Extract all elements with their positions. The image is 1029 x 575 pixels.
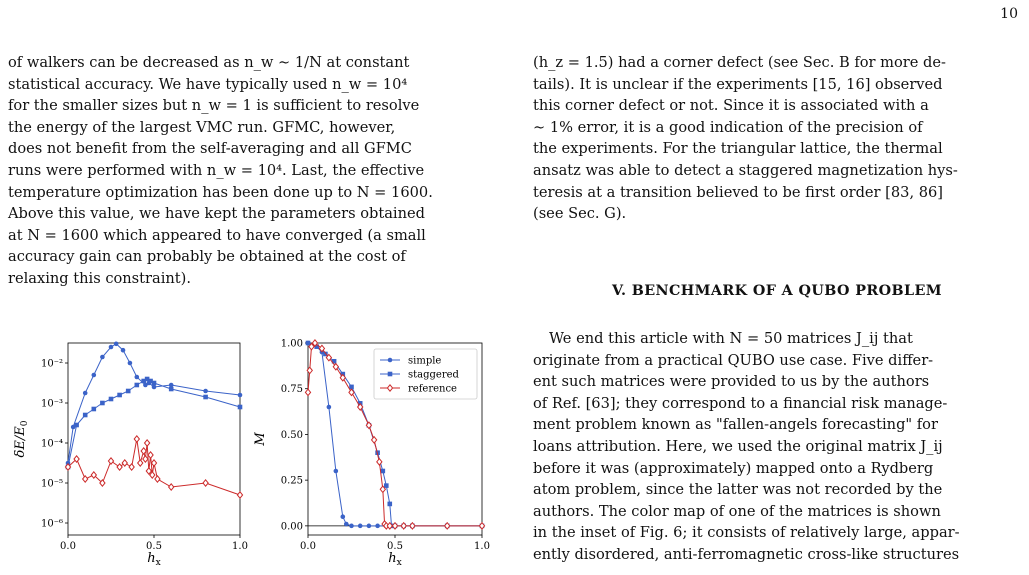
x-axis-label: $h_x$ [388, 551, 402, 568]
data-point [83, 391, 88, 396]
text-line: temperature optimization has been done up to N = 1600. [8, 183, 433, 201]
data-point [344, 522, 349, 527]
text-line: (h_z = 1.5) had a corner defect (see Sec. B for more de- [533, 54, 946, 71]
text-line: relaxing this constraint). [8, 269, 191, 287]
right-column-text-top [533, 52, 1021, 225]
x-tick-label: 0.0 [60, 541, 76, 552]
series-staggered [66, 377, 243, 470]
data-point [122, 460, 127, 466]
text-line: accuracy gain can probably be obtained at the cost of [8, 248, 406, 266]
data-point [341, 514, 346, 519]
y-tick-label: 0.75 [280, 384, 303, 396]
text-line: of Ref. [63]; they correspond to a financial risk manage- [533, 394, 948, 412]
text-line: We end this article with N = 50 matrices J_ij that [549, 330, 913, 347]
data-point [128, 361, 133, 366]
left-column-text [8, 52, 495, 290]
y-tick-label: 10⁻⁶ [40, 518, 63, 530]
data-point [238, 393, 243, 398]
data-point [148, 452, 153, 458]
series-simple [66, 342, 243, 466]
data-point [74, 423, 79, 428]
data-point [109, 397, 114, 402]
data-point [138, 460, 143, 466]
x-tick-label: 0.0 [300, 541, 316, 552]
data-point [109, 345, 114, 350]
y-tick-label: 10⁻³ [40, 398, 63, 410]
text-line: authors. The color map of one of the matrices is shown [533, 502, 941, 520]
data-point [100, 355, 105, 360]
legend-label: simple [408, 355, 442, 367]
panel-magnetization [253, 339, 490, 569]
data-point [387, 502, 392, 507]
text-line: runs were performed with n_w = 10⁴. Last, the effective [8, 161, 425, 179]
series-reference [65, 436, 242, 498]
data-point [145, 440, 150, 446]
legend-label: staggered [408, 369, 459, 381]
x-tick-label: 0.5 [387, 541, 403, 552]
data-point [155, 476, 160, 482]
data-point [92, 373, 97, 378]
data-point [169, 484, 174, 490]
data-point [327, 405, 332, 410]
text-line: tails). It is unclear if the experiments [15, 16] observed [533, 75, 943, 93]
section-heading: V. BENCHMARK OF A QUBO PROBLEM [612, 283, 942, 299]
y-tick-label: 0.50 [280, 429, 303, 441]
legend [374, 349, 477, 399]
text-line: the experiments. For the triangular lattice, the thermal [533, 140, 943, 158]
data-point [358, 524, 363, 529]
y-tick-label: 0.25 [280, 475, 303, 487]
text-line: for the smaller sizes but n_w = 1 is sufficient to resolve [8, 97, 420, 115]
data-point [349, 524, 354, 529]
data-point [238, 405, 243, 410]
y-tick-label: 0.00 [280, 521, 303, 533]
x-tick-label: 1.0 [232, 541, 248, 552]
data-point [83, 476, 88, 482]
text-line: ent such matrices were provided to us by the authors [533, 373, 930, 391]
data-point [203, 389, 208, 394]
data-point [367, 524, 372, 529]
data-point [237, 492, 242, 498]
text-line: Above this value, we have kept the parameters obtained [8, 205, 425, 223]
data-point [141, 448, 146, 454]
data-point [305, 389, 310, 395]
page-number: 10 [1000, 6, 1018, 22]
text-line: ment problem known as "fallen-angels forecasting" for [533, 416, 938, 434]
data-point [117, 393, 122, 398]
figure-panels [0, 335, 500, 575]
data-point [375, 524, 380, 529]
data-point [121, 348, 126, 353]
data-point [134, 436, 139, 442]
x-tick-label: 1.0 [474, 541, 490, 552]
text-line: originate from a practical QUBO use case. Five differ- [533, 351, 934, 369]
text-line: ently disordered, anti-ferromagnetic cross-like structures [533, 545, 960, 563]
text-line: the energy of the largest VMC run. GFMC, however, [8, 118, 396, 136]
text-line: ansatz was able to detect a staggered magnetization hys- [533, 161, 958, 179]
data-point [135, 383, 140, 388]
text-line: in the inset of Fig. 6; it consists of relatively large, appar- [533, 524, 960, 542]
y-axis-label: $\delta E/E_0$ [13, 420, 30, 458]
data-point [372, 437, 377, 443]
data-point [135, 375, 140, 380]
series-line [68, 439, 240, 495]
text-line: this corner defect or not. Since it is associated with a [533, 97, 929, 115]
data-point [169, 387, 174, 392]
y-tick-label: 1.00 [280, 338, 303, 350]
x-tick-label: 0.5 [146, 541, 162, 552]
text-line: at N = 1600 which appeared to have converged (a small [8, 226, 426, 244]
data-point [83, 413, 88, 418]
data-point [306, 341, 311, 346]
text-line: before it was (approximately) mapped onto a Rydberg [533, 459, 934, 477]
data-point [203, 395, 208, 400]
text-line: atom problem, since the latter was not recorded by the [533, 481, 943, 499]
y-axis-label: M [253, 432, 268, 446]
text-line: ∼ 1% error, it is a good indication of the precision of [533, 118, 923, 136]
series-line [68, 344, 240, 463]
text-line: loans attribution. Here, we used the original matrix J_ij [533, 437, 943, 455]
y-tick-label: 10⁻⁵ [40, 478, 63, 490]
axes-frame [68, 343, 240, 535]
data-point [151, 460, 156, 466]
legend-marker [388, 358, 393, 363]
data-point [117, 464, 122, 470]
y-tick-label: 10⁻⁴ [40, 438, 63, 450]
x-axis-label: $h_x$ [147, 551, 161, 568]
text-line: statistical accuracy. We have typically used n_w = 10⁴ [8, 75, 408, 93]
y-tick-label: 10⁻² [40, 358, 63, 370]
data-point [92, 407, 97, 412]
text-line: does not benefit from the self-averaging and all GFMC [8, 140, 412, 158]
data-point [152, 385, 157, 390]
data-point [143, 456, 148, 462]
data-point [129, 464, 134, 470]
data-point [334, 469, 339, 474]
text-line: of walkers can be decreased as n_w ∼ 1/N at constant [8, 54, 410, 71]
data-point [203, 480, 208, 486]
data-point [126, 389, 131, 394]
data-point [152, 381, 157, 386]
text-line: teresis at a transition believed to be first order [83, 86] [533, 183, 943, 201]
data-point [169, 383, 174, 388]
right-column-text-bottom [533, 328, 1021, 566]
data-point [381, 469, 386, 474]
data-point [384, 483, 389, 488]
data-point [114, 342, 119, 347]
data-point [100, 401, 105, 406]
text-line: (see Sec. G). [533, 205, 627, 223]
legend-label: reference [408, 383, 457, 395]
panel-energy-error [13, 342, 248, 569]
data-point [108, 458, 113, 464]
legend-marker [388, 372, 393, 377]
